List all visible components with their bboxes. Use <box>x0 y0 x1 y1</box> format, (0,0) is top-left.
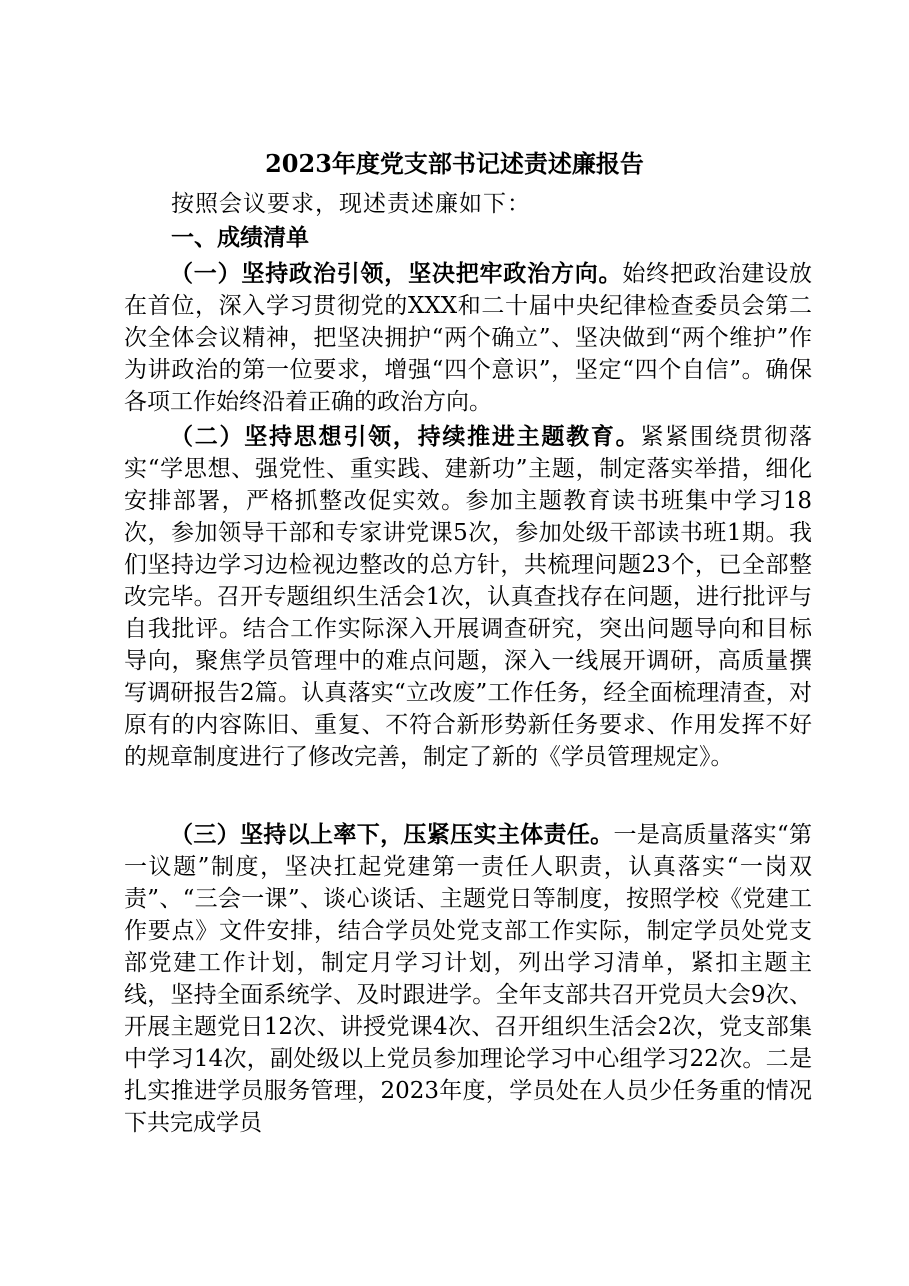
paragraph-responsibility <box>124 819 812 1139</box>
intro-text: 按照会议要求，现述责述廉如下： <box>171 191 531 217</box>
paragraph-ideological-guidance <box>124 421 812 773</box>
paragraph-lead: （一）坚持政治引领，坚决把牢政治方向。 <box>170 260 623 287</box>
section-heading: 一、成绩清单 <box>171 225 309 251</box>
paragraph-body: 始终把政治建设放在首位，深入学习贯彻党的XXX和二十届中央纪律检查委员会第二次全体会议精神，把坚决拥护“两个确立”、坚决做到“两个维护”作为讲政治的第一位要求，增强“四个意识”，坚定“四个自信”。确保各项工作始终沿着正确的政治方向。 <box>124 261 813 415</box>
document-title: 2023年度党支部书记述责述廉报告 <box>265 149 644 178</box>
paragraph-lead: （二）坚持思想引领，持续推进主题教育。 <box>170 423 641 450</box>
paragraph-body: 紧紧围绕贯彻落实“学思想、强党性、重实践、建新功”主题，制定落实举措，细化安排部署，严格抓整改促实效。参加主题教育读书班集中学习18次，参加领导干部和专家讲党课5次，参加处级干部读书班1期。我们坚持边学习边检视边整改的总方针，共梳理问题23个，已全部整改完毕。召开专题组织生活会1次，认真查找存在问题，进行批评与自我批评。结合工作实际深入开展调查研究，突出问题导向和目标导向，聚焦学员管理中的难点问题，深入一线展开调研，高质量撰写调研报告2篇。认真落实“立改废”工作任务，经全面梳理清查，对原有的内容陈旧、重复、不符合新形势新任务要求、作用发挥不好的规章制度进行了修改完善，制定了新的《学员管理规定》。 <box>124 424 813 770</box>
paragraph-body: 一是高质量落实“第一议题”制度，坚决扛起党建第一责任人职责，认真落实“一岗双责”、“三会一课”、谈心谈话、主题党日等制度，按照学校《党建工作要点》文件安排，结合学员处党支部工作实际，制定学员处党支部党建工作计划，制定月学习计划，列出学习清单，紧扣主题主线，坚持全面系统学、及时跟进学。全年支部共召开党员大会9次、开展主题党日12次、讲授党课4次、召开组织生活会2次，党支部集中学习14次，副处级以上党员参加理论学习中心组学习22次。二是扎实推进学员服务管理，2023年度，学员处在人员少任务重的情况下共完成学员 <box>124 822 812 1136</box>
paragraph-lead: （三）坚持以上率下，压紧压实主体责任。 <box>170 821 614 848</box>
paragraph-political-guidance <box>124 258 812 418</box>
